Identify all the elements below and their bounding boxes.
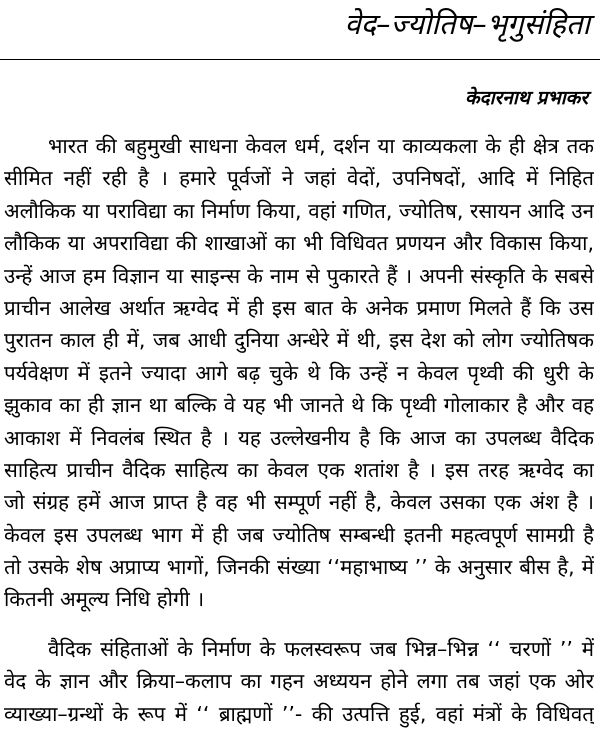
paragraph-line: भारत की बहुमुखी साधना केवल धर्म, दर्शन या काव्यकला के ही क्षेत्र तक: [48, 134, 594, 158]
paragraph-2: [4, 633, 594, 730]
paragraph-line: साहित्य प्राचीन वैदिक साहित्य का केवल एक शतांश है । इस तरह ऋग्वेद का: [4, 457, 594, 482]
paragraph-line: पर्यवेक्षण में इतने ज्यादा आगे बढ़ चुके थे कि उन्हें न केवल पृथ्वी की धुरी के: [4, 360, 594, 385]
title-underline-rule: [0, 59, 600, 60]
paragraph-line: आकाश में निवलंब स्थित है । यह उल्लेखनीय है कि आज का उपलब्ध वैदिक: [4, 425, 594, 450]
paragraph-line: लौकिक या अपराविद्या की शाखाओं का भी विधिवत प्रणयन और विकास किया,: [4, 231, 594, 256]
paragraph-line: झुकाव का ही ज्ञान था बल्कि वे यह भी जानते थे कि पृथ्वी गोलाकार है और वह: [4, 393, 594, 418]
paragraph-line: वेद के ज्ञान और क्रिया–कलाप का गहन अध्ययन होने लगा तब जहां एक ओर: [4, 669, 594, 694]
author-name: केदारनाथ प्रभाकर: [464, 87, 588, 109]
paragraph-line: पुरातन काल ही में, जब आधी दुनिया अन्धेरे में थी, इस देश को लोग ज्योतिषक: [4, 328, 594, 353]
paragraph-line: वैदिक संहिताओं के निर्माण के फलस्वरूप जब भिन्न–भिन्न ‘‘ चरणों ’’ में: [48, 637, 594, 661]
paragraph-1: [4, 130, 594, 616]
paragraph-line: सीमित नहीं रही है । हमारे पूर्वजों ने जहां वेदों, उपनिषदों, आदि में निहित: [4, 166, 594, 191]
paragraph-line: तो उसके शेष अप्राप्य भागों, जिनकी संख्या ‘‘महाभाष्य ’’ के अनुसार बीस है, में: [4, 555, 594, 580]
paragraph-line: कितनी अमूल्य निधि होगी ।: [4, 587, 205, 612]
paragraph-line: प्राचीन आलेख अर्थात ऋग्वेद में ही इस बात के अनेक प्रमाण मिलते हैं कि उस: [4, 295, 594, 320]
paragraph-line: उन्हें आज हम विज्ञान या साइन्स के नाम से पुकारते हैं । अपनी संस्कृति के सबसे: [4, 263, 594, 288]
paragraph-line: अलौकिक या पराविद्या का निर्माण किया, वहां गणित, ज्योतिष, रसायन आदि उन: [4, 198, 594, 223]
paragraph-line: व्याख्या–ग्रन्थों के रूप में ‘‘ ब्राह्मणों ’’- की उत्पत्ति हुई, वहां मंत्रों के विधिवत्: [4, 701, 594, 726]
page-title: वेद–ज्योतिष–भृगुसंहिता: [344, 7, 590, 41]
paragraph-line: जो संग्रह हमें आज प्राप्त है वह भी सम्पूर्ण नहीं है, केवल उसका एक अंश है ।: [4, 490, 594, 515]
paragraph-line: केवल इस उपलब्ध भाग में ही जब ज्योतिष सम्बन्धी इतनी महत्वपूर्ण सामग्री है: [4, 522, 594, 547]
